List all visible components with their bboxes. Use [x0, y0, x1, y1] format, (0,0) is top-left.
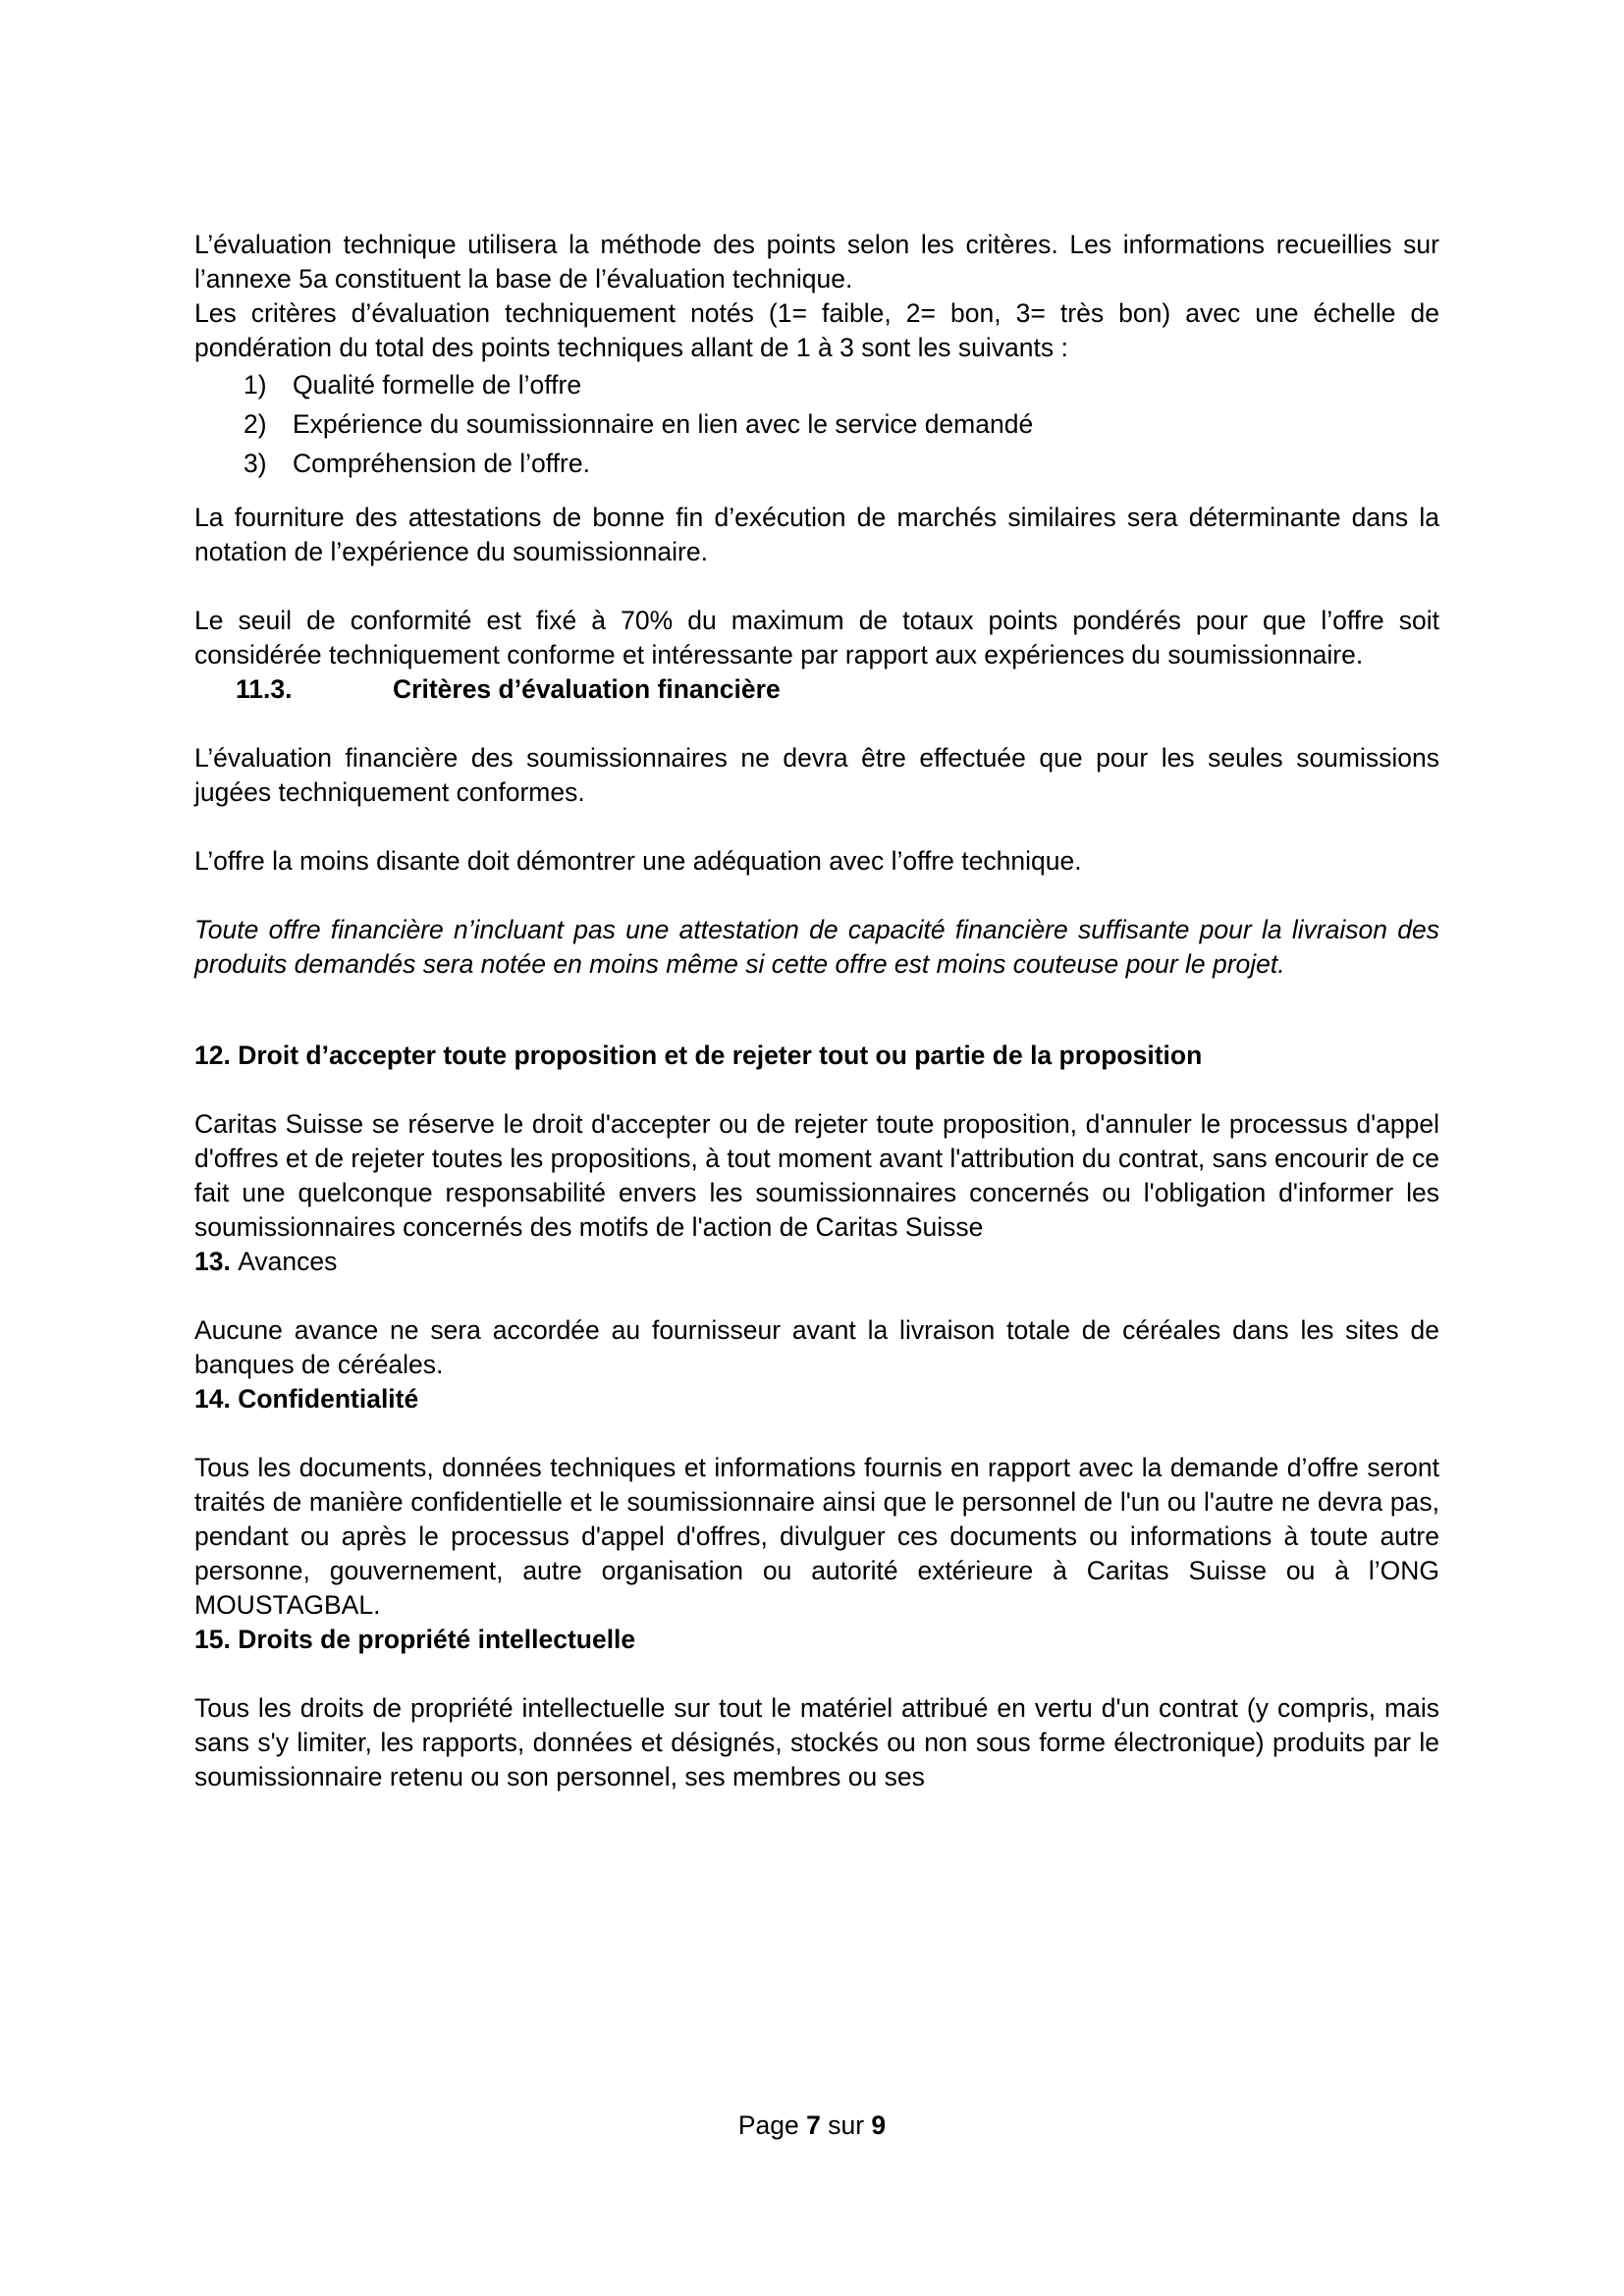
- criteria-item: [194, 365, 1439, 404]
- criteria-number: 2): [244, 409, 267, 439]
- total-pages-number: 9: [871, 2110, 887, 2140]
- intro-paragraph-4: Le seuil de conformité est fixé à 70% du maximum de totaux points pondérés pour que l’offre soit considérée techniquement conforme et intéressante par rapport aux expériences du soumissionnaire.: [194, 606, 1439, 669]
- section-11-3-paragraph-1: L’évaluation financière des soumissionnaires ne devra être effectuée que pour les seules soumissions jugées techniquement conformes.: [194, 743, 1439, 807]
- document-page: [194, 228, 1439, 1794]
- criteria-text: Compréhension de l’offre.: [293, 449, 590, 478]
- section-14-paragraph-1: Tous les documents, données techniques et informations fournis en rapport avec la demande d’offre seront traités de manière confidentielle et le soumissionnaire ainsi que le personnel de l'un ou l'autre ne devra pas, pendant ou après le processus d'appel d'offres, divulguer ces documents ou informations à toute autre personne, gouvernement, autre organisation ou autorité extérieure à Caritas Suisse ou à l’ONG MOUSTAGBAL.: [194, 1453, 1439, 1620]
- section-11-3-title: Critères d’évaluation financière: [393, 674, 781, 704]
- page-footer: [0, 2109, 1624, 2143]
- current-page-number: 7: [806, 2110, 821, 2140]
- criteria-item: [194, 444, 1439, 483]
- page-label: Page: [737, 2110, 799, 2140]
- section-14-heading: 14. Confidentialité: [194, 1384, 419, 1414]
- section-13-title: Avances: [238, 1247, 338, 1276]
- section-15-paragraph-1: Tous les droits de propriété intellectuelle sur tout le matériel attribué en vertu d'un contrat (y compris, mais sans s'y limiter, les rapports, données et désignés, stockés ou non sous forme électronique) produits par le soumissionnaire retenu ou son personnel, ses membres ou ses: [194, 1693, 1439, 1791]
- section-11-3-paragraph-2: L’offre la moins disante doit démontrer une adéquation avec l’offre technique.: [194, 846, 1082, 876]
- intro-paragraph-2: Les critères d’évaluation techniquement notés (1= faible, 2= bon, 3= très bon) avec une échelle de pondération du total des points techniques allant de 1 à 3 sont les suivants :: [194, 298, 1439, 362]
- section-13-paragraph-1: Aucune avance ne sera accordée au fournisseur avant la livraison totale de céréales dans les sites de banques de céréales.: [194, 1315, 1439, 1379]
- criteria-number: 3): [244, 449, 267, 478]
- criteria-list: [194, 365, 1439, 483]
- section-11-3-paragraph-3: Toute offre financière n’incluant pas une attestation de capacité financière suffisante pour la livraison des produits demandés sera notée en moins même si cette offre est moins couteuse pour le projet.: [194, 915, 1439, 979]
- criteria-item: [194, 404, 1439, 444]
- intro-paragraph-3: La fourniture des attestations de bonne fin d’exécution de marchés similaires sera déterminante dans la notation de l’expérience du soumissionnaire.: [194, 503, 1439, 566]
- section-12-paragraph-1: Caritas Suisse se réserve le droit d'accepter ou de rejeter toute proposition, d'annuler le processus d'appel d'offres et de rejeter toutes les propositions, à tout moment avant l'attribution du contrat, sans encourir de ce fait une quelconque responsabilité envers les soumissionnaires concernés ou l'obligation d'informer les soumissionnaires concernés des motifs de l'action de Caritas Suisse: [194, 1109, 1439, 1242]
- section-12-heading: 12. Droit d’accepter toute proposition et de rejeter tout ou partie de la proposition: [194, 1041, 1203, 1070]
- section-11-3-number: 11.3.: [236, 674, 293, 704]
- section-11-3-heading: [194, 672, 1439, 707]
- section-13-heading: [194, 1245, 1439, 1279]
- criteria-text: Qualité formelle de l’offre: [293, 370, 582, 400]
- section-13-number: 13.: [194, 1247, 231, 1276]
- intro-paragraph-1: L’évaluation technique utilisera la méthode des points selon les critères. Les informations recueillies sur l’annexe 5a constituent la base de l’évaluation technique.: [194, 230, 1439, 294]
- criteria-text: Expérience du soumissionnaire en lien avec le service demandé: [293, 409, 1034, 439]
- section-15-heading: 15. Droits de propriété intellectuelle: [194, 1625, 636, 1654]
- of-label: sur: [828, 2110, 865, 2140]
- criteria-number: 1): [244, 370, 267, 400]
